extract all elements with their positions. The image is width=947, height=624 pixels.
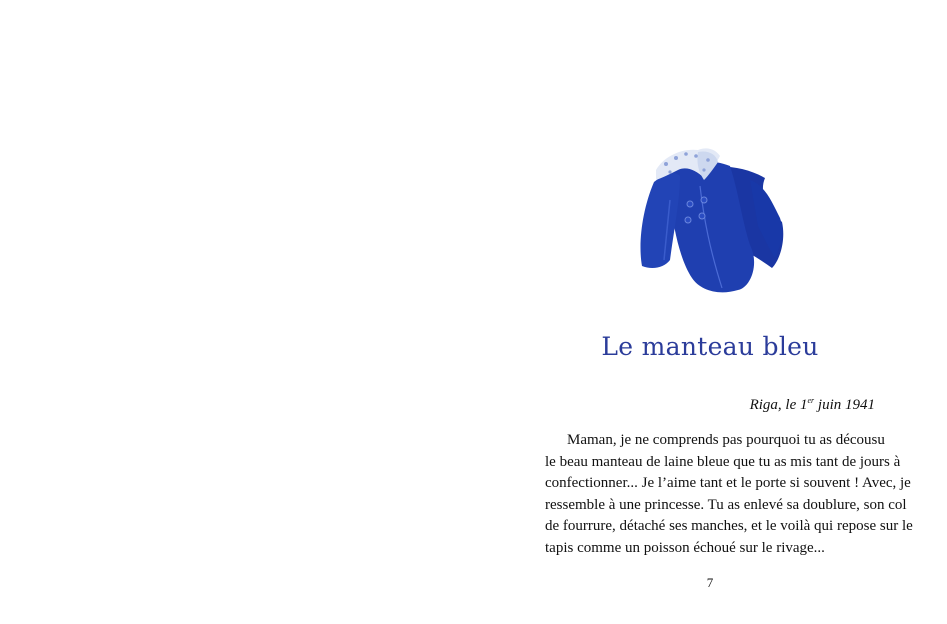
dateline-month-year: juin 1941 (814, 397, 875, 413)
paragraph-line: le beau manteau de laine bleue que tu as mis tant de jours à (545, 453, 901, 470)
chapter-paragraph (545, 430, 913, 559)
paragraph-line: confectionner... Je l’aime tant et le porte si souvent ! Avec, je (545, 475, 911, 491)
paragraph-line: de fourrure, détaché ses manches, et le voilà qui repose sur le (545, 518, 913, 534)
paragraph-line: ressemble à une princesse. Tu as enlevé sa doublure, son col (545, 496, 907, 513)
dateline-ordinal-suffix: er (807, 396, 815, 405)
paragraph-line: Maman, je ne comprends pas pourquoi tu as décousu (567, 432, 885, 448)
dateline-place-day: Riga, le 1 (749, 397, 808, 413)
page-number: 7 (706, 575, 714, 590)
chapter-title: Le manteau bleu (601, 332, 819, 361)
dateline (750, 396, 875, 414)
paragraph-line: tapis comme un poisson échoué sur le rivage... (545, 539, 825, 556)
blue-coat-icon (630, 140, 790, 300)
left-page-blank (0, 0, 473, 624)
